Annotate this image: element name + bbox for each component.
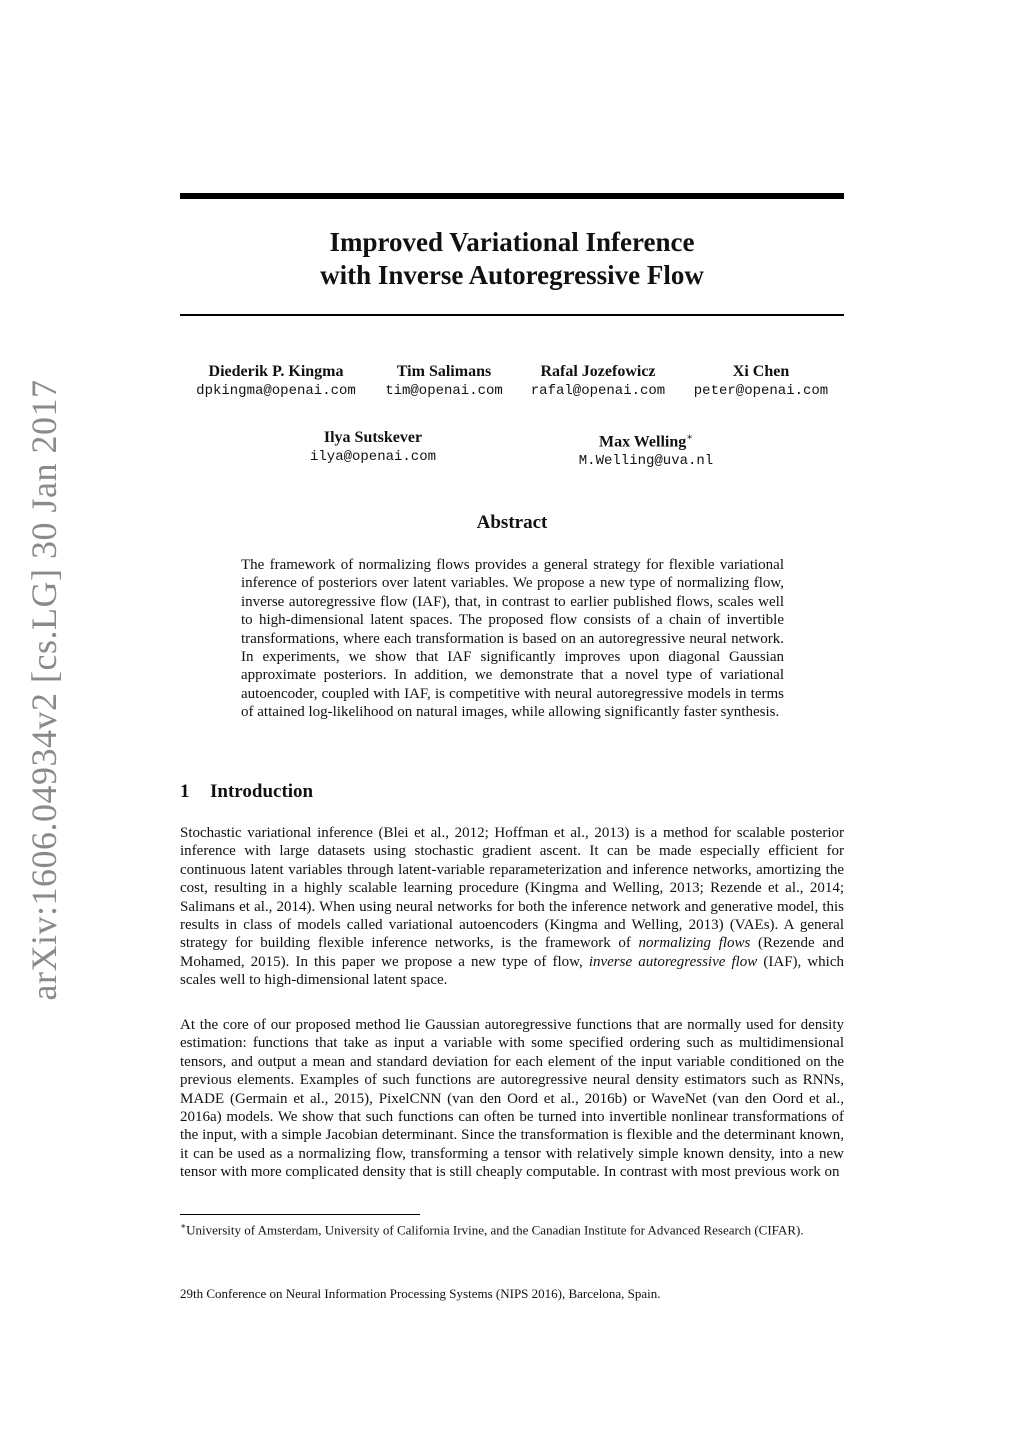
author-email: rafal@openai.com xyxy=(530,383,666,399)
paper-title-line-1: Improved Variational Inference xyxy=(329,227,695,257)
author-name: Rafal Jozefowicz xyxy=(540,363,656,380)
intro-p1-emphasis: normalizing flows xyxy=(638,935,751,952)
arxiv-identifier: arXiv:1606.04934v2 [cs.LG] 30 Jan 2017 xyxy=(24,379,64,1001)
footnote xyxy=(180,1218,844,1238)
intro-paragraph-1 xyxy=(180,824,844,990)
abstract-heading: Abstract xyxy=(476,512,548,533)
intro-p1-emphasis: inverse autoregressive flow xyxy=(588,953,758,970)
author-email: M.Welling@uva.nl xyxy=(578,453,714,470)
section-heading xyxy=(180,781,313,803)
author-block xyxy=(190,362,362,400)
author-block xyxy=(566,428,726,470)
author-block xyxy=(686,362,836,400)
intro-paragraph-2: At the core of our proposed method lie Gaussian autoregressive functions that are normally used for density estimation: functions that take as input a variable with some specified ordering such as multidimensional tensors, and output a mean and standard deviation for each element of the input variable conditioned on the previous elements. Examples of such functions are autoregressive neural density estimators such as RNNs, MADE (Germain et al., 2015), PixelCNN (van den Oord et al., 2016b) or WaveNet (van den Oord et al., 2016a) models. We show that such functions can often be turned into invertible nonlinear transformations of the input, with a simple Jacobian determinant. Since the transformation is flexible and the determinant known, it can be used as a normalizing flow, transforming a tensor with relatively simple known density, into a new tensor with more complicated density that is still cheaply computable. In contrast with most previous work on xyxy=(180,1017,844,1181)
author-block xyxy=(298,428,448,466)
author-email: tim@openai.com xyxy=(385,383,503,399)
title-top-rule xyxy=(180,193,844,199)
author-name: Xi Chen xyxy=(732,363,790,380)
paper-title-line-2: with Inverse Autoregressive Flow xyxy=(320,260,704,290)
author-name xyxy=(566,428,726,452)
section-title: Introduction xyxy=(210,781,314,802)
footnote-divider xyxy=(180,1214,420,1215)
author-footnote-mark: ∗ xyxy=(686,432,694,443)
author-name: Diederik P. Kingma xyxy=(208,363,344,380)
author-block xyxy=(522,362,674,400)
venue-note: 29th Conference on Neural Information Processing Systems (NIPS 2016), Barcelona, Spain. xyxy=(180,1286,661,1301)
author-block xyxy=(374,362,514,400)
abstract-body: The framework of normalizing flows provides a general strategy for flexible variational inference of posteriors over latent variables. We propose a new type of normalizing flow, inverse autoregressive flow (IAF), that, in contrast to earlier published flows, scales well to high-dimensional latent spaces. The proposed flow consists of a chain of invertible transformations, where each transformation is based on an autoregressive neural network. In experiments, we show that IAF significantly improves upon diagonal Gaussian approximate posteriors. In addition, we demonstrate that a novel type of variational autoencoder, coupled with IAF, is competitive with neural autoregressive models in terms of attained log-likelihood on natural images, while allowing significantly faster synthesis. xyxy=(241,557,784,721)
intro-p1-text: Stochastic variational inference (Blei et al., 2012; Hoffman et al., 2013) is a method for scalable posterior inference with large datasets using stochastic gradient ascent. It can be made especially efficient for continuous latent variables through latent-variable reparameterization and inference networks, amortizing the cost, resulting in a highly scalable learning procedure (Kingma and Welling, 2013; Rezende et al., 2014; Salimans et al., 2014). When using neural networks for both the inference network and generative model, this results in class of models called variational autoencoders (Kingma and Welling, 2013) (VAEs). A general strategy for building flexible inference networks, is the framework of xyxy=(180,825,844,952)
author-email: peter@openai.com xyxy=(693,383,829,399)
title-bottom-rule xyxy=(180,314,844,316)
paper-title xyxy=(180,226,844,292)
intro-p1-text: (Rezende and Mohamed, 2015). In this paper we propose a new type of flow, xyxy=(180,935,844,970)
author-email: dpkingma@openai.com xyxy=(196,383,356,399)
footnote-mark: ∗ xyxy=(180,1221,187,1231)
author-name: Tim Salimans xyxy=(396,363,492,380)
author-email: ilya@openai.com xyxy=(309,449,437,465)
intro-p1-text: (IAF), which scales well to high-dimensional latent space. xyxy=(180,953,845,989)
section-number: 1 xyxy=(180,781,190,802)
author-name-text: Max Welling xyxy=(598,433,687,451)
footnote-text: University of Amsterdam, University of California Irvine, and the Canadian Institute for Advanced Research (CIFAR). xyxy=(186,1222,804,1238)
author-name: Ilya Sutskever xyxy=(323,429,423,446)
